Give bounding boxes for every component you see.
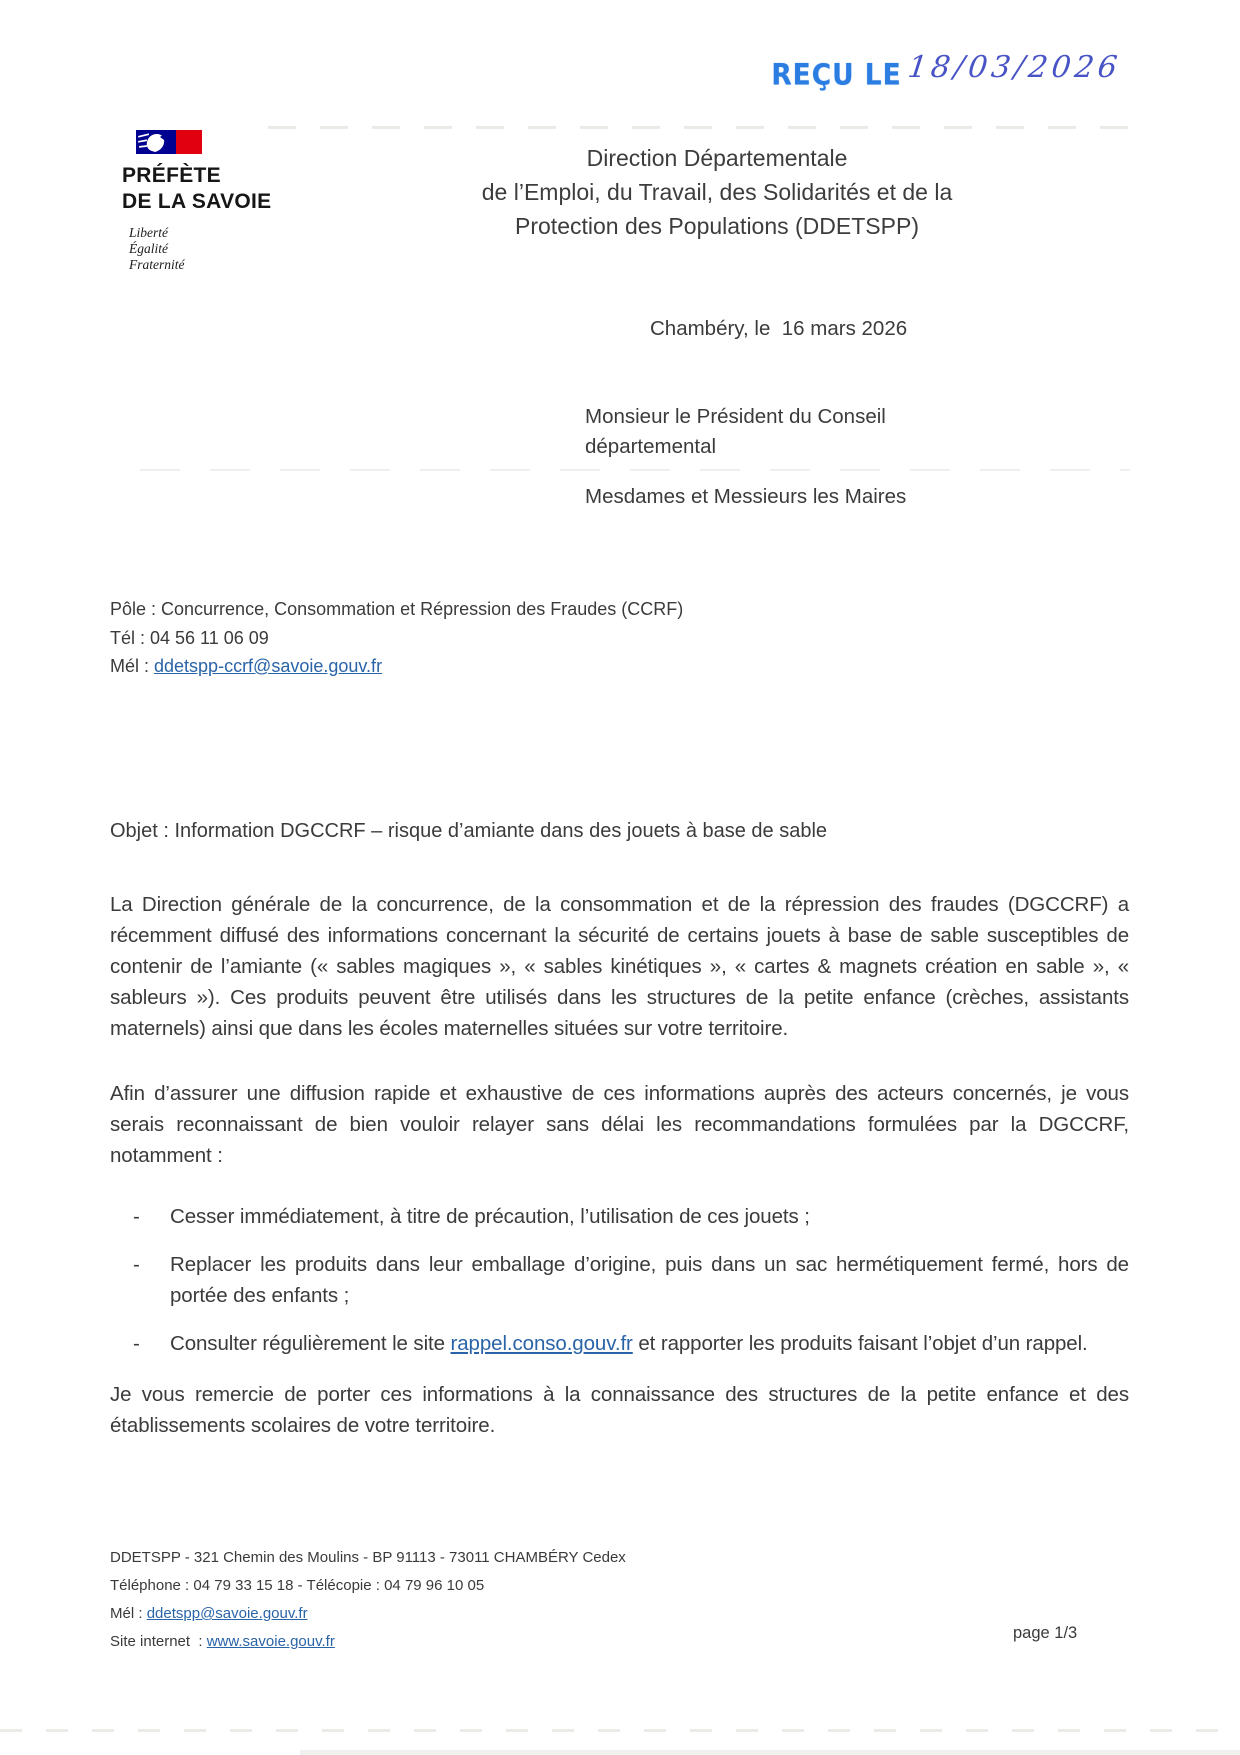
footer-address: DDETSPP - 321 Chemin des Moulins - BP 91113 - 73011 CHAMBÉRY Cedex bbox=[110, 1549, 626, 1566]
received-stamp-handwritten-date: 18/03/2026 bbox=[905, 50, 1124, 85]
flag-blue-panel bbox=[136, 130, 176, 154]
letter-body bbox=[110, 889, 1129, 1441]
scan-artifact-line bbox=[268, 126, 1140, 129]
list-dash-marker: - bbox=[133, 1253, 140, 1276]
body-paragraph-2: Afin d’assurer une diffusion rapide et exhaustive de ces informations auprès des acteurs concernés, je vous serais reconnaissant de bien vouloir relayer sans délai les recommandations formulées par la DGCCRF, notamment : bbox=[110, 1082, 1129, 1167]
recommendation-item-2 bbox=[110, 1249, 1129, 1311]
closing-paragraph: Je vous remercie de porter ces informations à la connaissance des structures de la petite enfance et des établissements scolaires de votre territoire. bbox=[110, 1383, 1129, 1437]
footer-website-line bbox=[110, 1628, 626, 1656]
body-paragraph-1: La Direction générale de la concurrence, de la consommation et de la répression des fraudes (DGCCRF) a récemment diffusé des informations concernant la sécurité de certains jouets à base de sable susceptibles de contenir de l’amiante (« sables magiques », « sables kinétiques », « cartes & magnets création en sable », « sableurs »). Ces produits peuvent être utilisés dans les structures de la petite enfance (crèches, assistants maternels) ainsi que dans les écoles maternelles situées sur votre territoire. bbox=[110, 893, 1129, 1040]
recommendation-item-1 bbox=[110, 1201, 1129, 1232]
contact-phone: Tél : 04 56 11 06 09 bbox=[110, 627, 269, 648]
footer-email-label: Mél : bbox=[110, 1605, 147, 1622]
recipients-block bbox=[585, 402, 923, 532]
recommendation-text-2: Replacer les produits dans leur emballage d’origine, puis dans un sac hermétiquement fermé, hors de portée des enfants ; bbox=[170, 1253, 1129, 1307]
recipient-president: Monsieur le Président du Conseil départemental bbox=[585, 405, 886, 458]
list-dash-marker: - bbox=[133, 1332, 140, 1355]
rappel-conso-link[interactable]: rappel.conso.gouv.fr bbox=[450, 1332, 633, 1355]
recommendation-text-3 bbox=[170, 1328, 1129, 1359]
contact-email-line bbox=[110, 652, 683, 681]
footer-phones: Téléphone : 04 79 33 15 18 - Télécopie : 04 79 96 10 05 bbox=[110, 1577, 485, 1594]
list-dash-marker: - bbox=[133, 1205, 140, 1228]
letter-footer bbox=[110, 1544, 626, 1656]
footer-website-label: Site internet : bbox=[110, 1633, 207, 1650]
subject-line: Objet : Information DGCCRF – risque d’amiante dans des jouets à base de sable bbox=[110, 820, 828, 842]
contact-email-label: Mél : bbox=[110, 656, 155, 676]
motto-liberte: Liberté bbox=[129, 225, 168, 240]
recommendation-3-post: et rapporter les produits faisant l’objet d’un rappel. bbox=[632, 1332, 1088, 1355]
contact-block bbox=[110, 595, 683, 681]
org-header-line1: Direction Départementale bbox=[586, 145, 848, 171]
contact-email-link[interactable]: ddetspp-ccrf@savoie.gouv.fr bbox=[154, 656, 383, 676]
page-number: page 1/3 bbox=[1013, 1624, 1078, 1642]
contact-pole: Pôle : Concurrence, Consommation et Répression des Fraudes (CCRF) bbox=[110, 599, 684, 619]
prefecture-name-line1: PRÉFÈTE bbox=[122, 164, 221, 187]
prefecture-name bbox=[122, 163, 402, 215]
footer-website-link[interactable]: www.savoie.gouv.fr bbox=[206, 1633, 335, 1650]
received-stamp-label: REÇU LE bbox=[771, 58, 902, 93]
motto-fraternite: Fraternité bbox=[129, 257, 185, 272]
flag-red-panel bbox=[176, 130, 202, 154]
scan-artifact-line bbox=[0, 1729, 1240, 1732]
organization-header bbox=[428, 141, 1006, 243]
place-and-date: Chambéry, le 16 mars 2026 bbox=[650, 317, 908, 340]
org-header-line2: de l’Emploi, du Travail, des Solidarités et de la bbox=[481, 179, 953, 205]
footer-email-line bbox=[110, 1600, 626, 1628]
recommendation-item-3 bbox=[110, 1328, 1129, 1359]
republic-motto bbox=[129, 225, 402, 273]
french-flag-marianne-icon bbox=[136, 130, 202, 154]
recommendation-text-1: Cesser immédiatement, à titre de précaution, l’utilisation de ces jouets ; bbox=[170, 1205, 810, 1228]
prefecture-name-line2: DE LA SAVOIE bbox=[122, 190, 272, 213]
marianne-profile-icon bbox=[136, 130, 176, 154]
recommendation-3-pre: Consulter régulièrement le site bbox=[170, 1332, 451, 1355]
org-header-line3: Protection des Populations (DDETSPP) bbox=[515, 213, 919, 239]
scan-artifact-edge bbox=[300, 1750, 1240, 1755]
footer-email-link[interactable]: ddetspp@savoie.gouv.fr bbox=[146, 1605, 308, 1622]
motto-egalite: Égalité bbox=[129, 241, 168, 256]
prefecture-logo bbox=[122, 130, 402, 273]
recipient-maires: Mesdames et Messieurs les Maires bbox=[585, 485, 907, 508]
